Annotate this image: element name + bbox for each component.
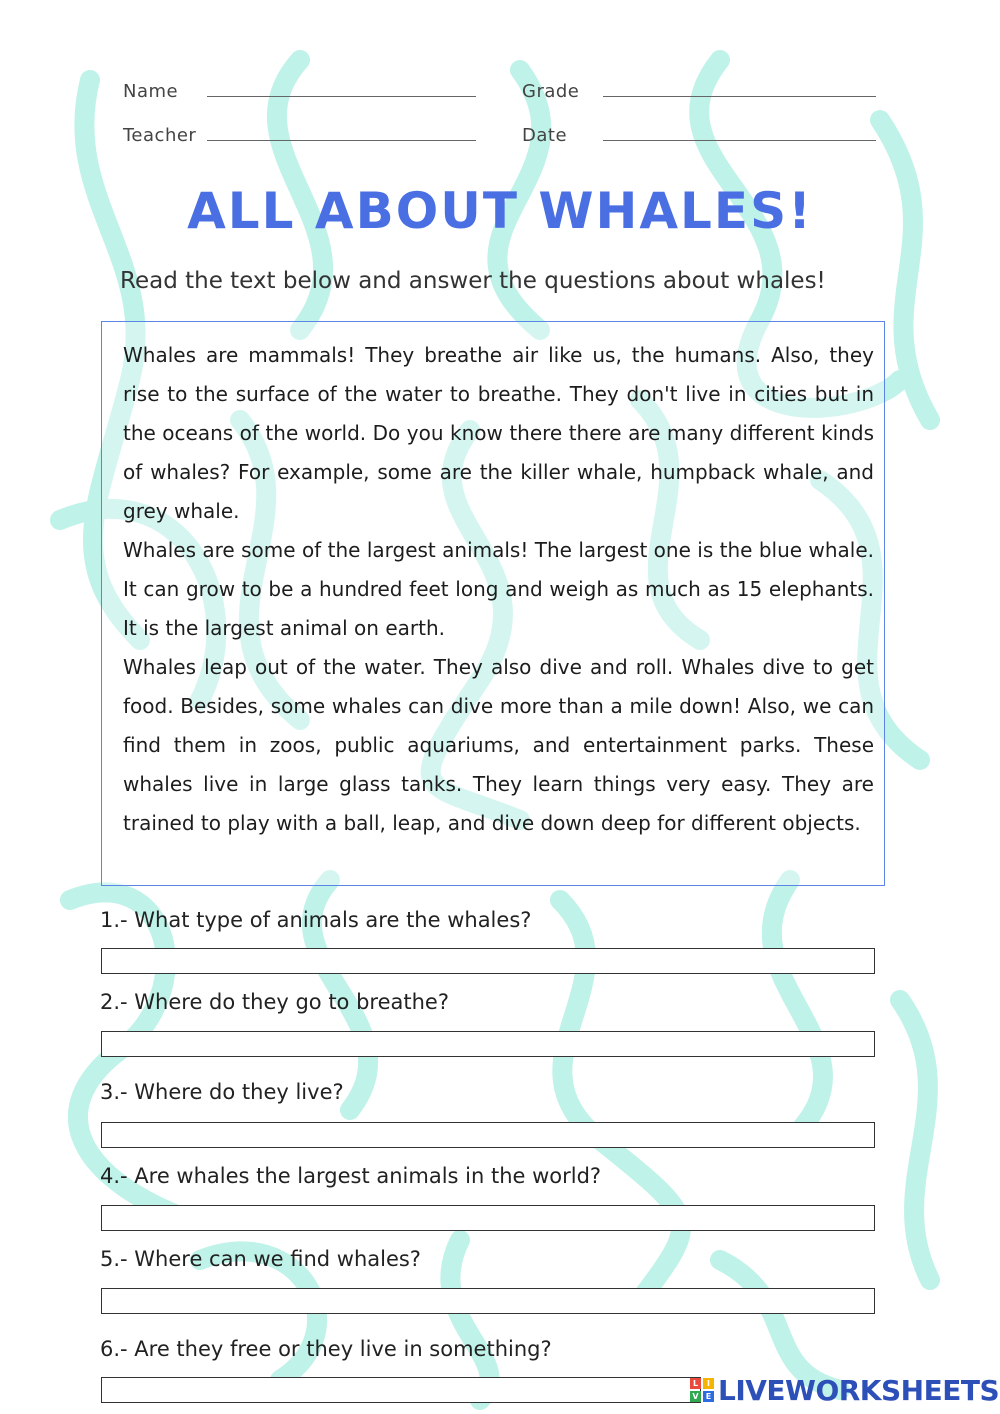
question-1: 1.- What type of animals are the whales? xyxy=(100,908,532,932)
grade-label: Grade xyxy=(522,81,580,102)
reading-passage-box xyxy=(101,321,885,886)
answer-input-1[interactable] xyxy=(101,948,875,974)
liveworksheets-brand xyxy=(690,1374,999,1406)
reading-paragraph: Whales are some of the largest animals! The largest one is the blue whale. It can grow to be a hundred feet long and weigh as much as 15 elephants. It is the largest animal on earth. xyxy=(123,538,874,640)
answer-input-4[interactable] xyxy=(101,1205,875,1231)
date-label: Date xyxy=(522,125,568,146)
question-6: 6.- Are they free or they live in something? xyxy=(100,1337,552,1361)
date-line[interactable] xyxy=(603,140,876,141)
question-4: 4.- Are whales the largest animals in the world? xyxy=(100,1164,602,1188)
logo-letter-e: E xyxy=(703,1391,714,1402)
name-line[interactable] xyxy=(207,96,476,97)
name-label: Name xyxy=(123,81,179,102)
logo-letter-i: I xyxy=(703,1378,714,1389)
teacher-line[interactable] xyxy=(207,140,476,141)
answer-input-5[interactable] xyxy=(101,1288,875,1314)
reading-paragraph: Whales leap out of the water. They also dive and roll. Whales dive to get food. Besides, some whales can dive more than a mile down! Also, we can find them in zoos, public aquariums, and entertainment parks. These whales live in large glass tanks. They learn things very easy. They are trained to play with a ball, leap, and dive down deep for different objects. xyxy=(123,655,874,835)
question-2: 2.- Where do they go to breathe? xyxy=(100,990,449,1014)
grade-line[interactable] xyxy=(603,96,876,97)
answer-input-3[interactable] xyxy=(101,1122,875,1148)
logo-letter-v: V xyxy=(690,1391,701,1402)
question-5: 5.- Where can we find whales? xyxy=(100,1247,421,1271)
answer-input-6[interactable] xyxy=(101,1377,701,1403)
logo-letter-l: L xyxy=(690,1378,701,1389)
teacher-label: Teacher xyxy=(123,125,197,146)
question-3: 3.- Where do they live? xyxy=(100,1080,344,1104)
brand-name: LIVEWORKSHEETS xyxy=(718,1373,1000,1407)
answer-input-2[interactable] xyxy=(101,1031,875,1057)
reading-paragraph: Whales are mammals! They breathe air like us, the humans. Also, they rise to the surface of the water to breathe. They don't live in cities but in the oceans of the world. Do you know there there are many different kinds of whales? For example, some are the killer whale, humpback whale, and grey whale. xyxy=(123,343,874,523)
page-title: ALL ABOUT WHALES! xyxy=(187,182,813,240)
liveworksheets-logo-icon xyxy=(690,1378,714,1402)
instructions-text: Read the text below and answer the questions about whales! xyxy=(120,268,826,294)
